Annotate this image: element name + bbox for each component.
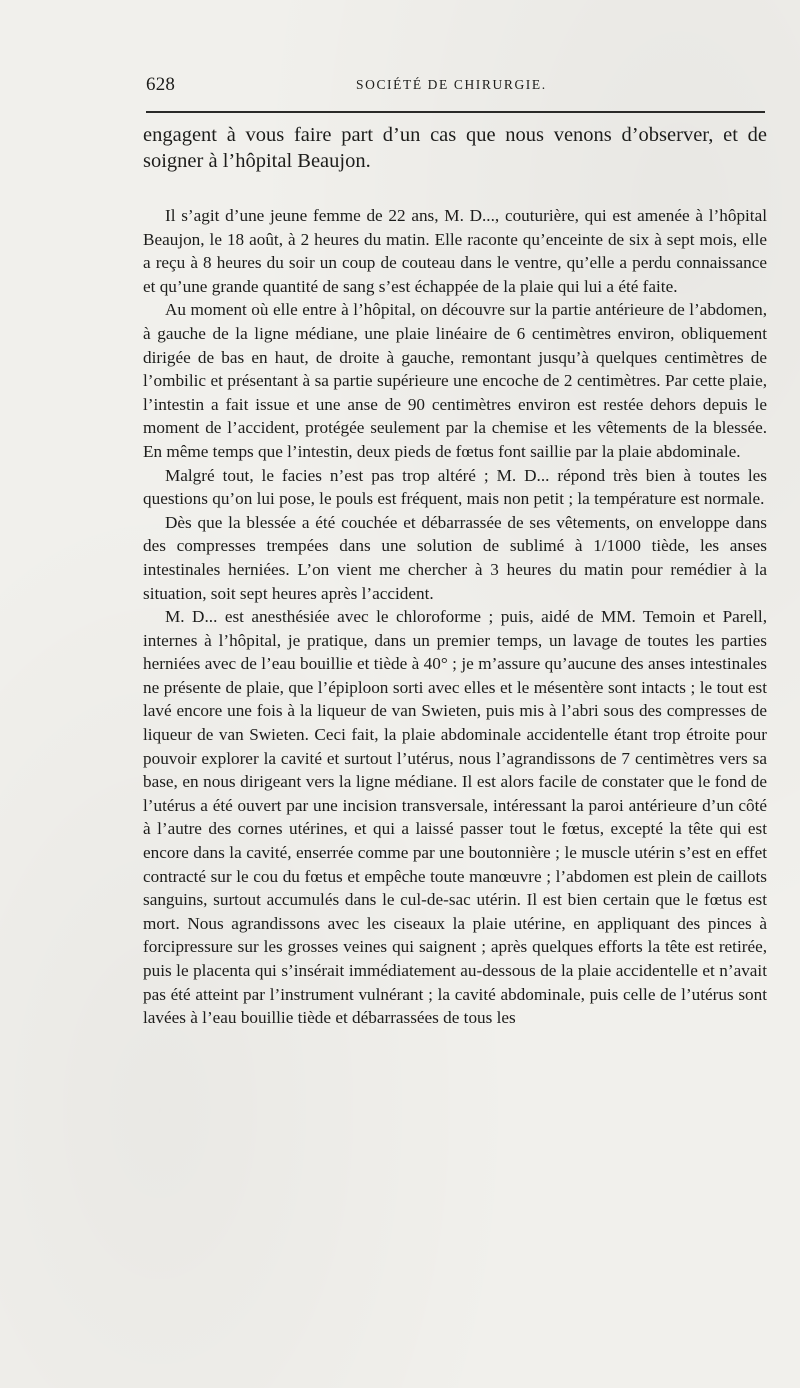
paragraph-first-care: Dès que la blessée a été couchée et débarrassée de ses vêtements, on enveloppe dans des compresses trempées dans une solution de sublimé à 1/1000 tiède, les anses intestinales herniées. L’on vient me chercher à 3 heures du matin pour remédier à la situation, soit sept heures après l’accident. <box>143 512 767 603</box>
header-rule <box>146 111 765 113</box>
paragraph-gap <box>143 174 767 204</box>
body-text <box>143 123 767 1030</box>
paragraph-admission: Au moment où elle entre à l’hôpital, on découvre sur la partie antérieure de l’abdomen, à gauche de la ligne médiane, une plaie linéaire de 6 centimètres environ, obliquement dirigée de bas en haut, de droite à gauche, remontant jusqu’à quelques centimètres de l’ombilic et présentant à sa partie supérieure une encoche de 2 centimètres. Par cette plaie, l’intestin a fait issue et une anse de 90 centimètres environ est restée dehors depuis le moment de l’accident, protégée seulement par la chemise et les vêtements de la blessée. En même temps que l’intestin, deux pieds de fœtus font saillie par la plaie abdominale. <box>143 300 767 461</box>
page-header <box>146 74 766 100</box>
paragraph-general-state: Malgré tout, le facies n’est pas trop altéré ; M. D... répond très bien à toutes les questions qu’on lui pose, le pouls est fréquent, mais non petit ; la température est normale. <box>143 465 767 509</box>
paragraph-operation: M. D... est anesthésiée avec le chloroforme ; puis, aidé de MM. Temoin et Parell, internes à l’hôpital, je pratique, dans un premier temps, un lavage de toutes les parties herniées avec de l’eau bouillie et tiède à 40° ; je m’assure qu’aucune des anses intestinales ne présente de plaie, que l’épiploon sorti avec elles et le mésentère sont intacts ; le tout est lavé encore une fois à la liqueur de van Swieten, puis mis à l’abri sous des compresses de liqueur de van Swieten. Ceci fait, la plaie abdominale accidentelle étant trop étroite pour pouvoir explorer la cavité et surtout l’utérus, nous l’agrandissons de 7 centimètres vers sa base, en nous dirigeant vers la ligne médiane. Il est alors facile de constater que le fond de l’utérus a été ouvert par une incision transversale, intéressant la paroi antérieure d’un côté à l’autre des cornes utérines, et qui a laissé passer tout le fœtus, excepté la tête qui est encore dans la cavité, enserrée comme par une boutonnière ; le muscle utérin s’est en effet contracté sur le cou du fœtus et empêche toute manœuvre ; l’abdomen est plein de caillots sanguins, surtout accumulés dans le cul-de-sac utérin. Il est bien certain que le fœtus est mort. Nous agrandissons avec les ciseaux la plaie utérine, en appliquant des pinces à forcipressure sur les grosses veines qui saignent ; après quelques efforts la tête est retirée, puis le placenta qui s’insérait immédiatement au-dessous de la plaie accidentelle et n’avait pas été atteint par l’instrument vulnérant ; la cavité abdominale, puis celle de l’utérus sont lavées à l’eau bouillie tiède et débarrassées de tous les <box>143 607 767 1028</box>
paragraph-continued: engagent à vous faire part d’un cas que nous venons d’observer, et de soigner à l’hôpital Beaujon. <box>143 124 767 172</box>
page-number: 628 <box>146 74 176 95</box>
paragraph-case-intro: Il s’agit d’une jeune femme de 22 ans, M. D..., couturière, qui est amenée à l’hôpital Beaujon, le 18 août, à 2 heures du matin. Elle raconte qu’enceinte de six à sept mois, elle a reçu à 8 heures du soir un coup de couteau dans le ventre, qu’elle a perdu connaissance et qu’une grande quantité de sang s’est échappée de la plaie qui lui a été faite. <box>143 206 767 296</box>
running-head: SOCIÉTÉ DE CHIRURGIE. <box>356 77 547 92</box>
